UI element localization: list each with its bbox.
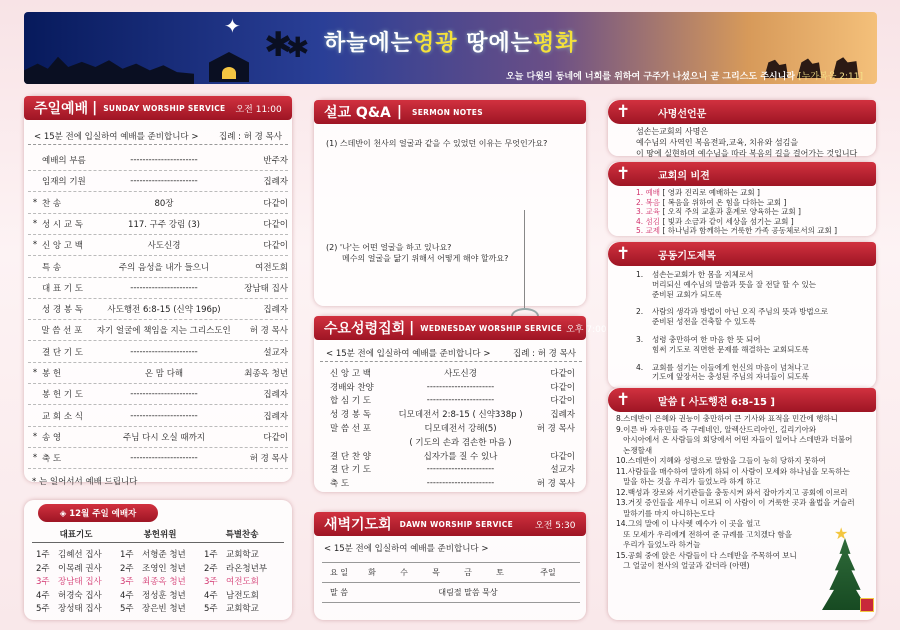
duty-cell: 여전도회 bbox=[226, 577, 259, 587]
prayer-item bbox=[636, 270, 828, 299]
prayer-line: 교회를 섬기는 이들에게 헌신의 마음이 넘쳐나고 bbox=[652, 362, 809, 372]
palm-tree-icon: ✱ bbox=[264, 25, 293, 65]
duty-divider bbox=[32, 542, 284, 543]
order-item: 성 경 봉 독 bbox=[330, 410, 371, 421]
scripture-line: 아시아에서 온 사람들의 회당에서 어떤 자들이 일어나 스데반과 더불어 bbox=[616, 435, 853, 444]
dawn-day: 목 bbox=[420, 563, 452, 583]
order-content: 사도신경 bbox=[147, 241, 181, 252]
wednesday-order-row bbox=[330, 476, 575, 490]
prayer-num: 4. bbox=[636, 362, 644, 372]
duty-cell: 1주 bbox=[120, 550, 134, 560]
order-content: ---------------------- bbox=[130, 155, 198, 165]
scripture-line: 8.스데반이 은혜와 권능이 충만하여 큰 기사와 표적을 민간에 행하니 bbox=[616, 414, 838, 423]
stand-marker: * bbox=[32, 431, 38, 442]
cross-icon: ✝ bbox=[616, 164, 631, 184]
order-content: ---------------------- bbox=[426, 478, 495, 489]
scripture-text bbox=[616, 414, 855, 572]
order-content: ( 기도의 손과 겸손한 마음 ) bbox=[409, 437, 512, 448]
vision-num: 5. 교제 bbox=[636, 226, 661, 235]
vision-item bbox=[636, 217, 837, 227]
order-item: 축 도 bbox=[330, 479, 350, 490]
stand-marker: * bbox=[32, 218, 38, 229]
ichthys-necklace-icon bbox=[524, 210, 525, 310]
duty-cell: 허경숙 집사 bbox=[58, 590, 102, 601]
order-item: 신 앙 고 백 bbox=[42, 241, 83, 252]
order-person: 허 경 목사 bbox=[249, 454, 288, 465]
scripture-line: 또 모세가 우리에게 전하여 준 규례를 고치겠다 함을 bbox=[616, 529, 792, 539]
duty-header-cell: 특별찬송 bbox=[225, 530, 259, 540]
duty-cell: 3주 bbox=[204, 577, 218, 587]
wednesday-note-bar: < 15분 전에 입실하여 예배를 준비합니다 > 집례 : 허 경 목사 bbox=[320, 347, 582, 362]
vision-num: 2. 복음 bbox=[636, 197, 661, 207]
order-person: 다같이 bbox=[550, 382, 575, 393]
mission-header: ✝ 사명선언문 bbox=[608, 100, 876, 124]
order-content: 디모데전서 2:8-15 ( 신약338p ) bbox=[398, 410, 523, 421]
gift-box-icon bbox=[860, 598, 874, 612]
prayer-num: 2. bbox=[636, 307, 644, 317]
vision-text: [ 하나님과 함께하는 거룩한 가족 공동체로서의 교회 ] bbox=[662, 226, 838, 235]
order-person: 여전도회 bbox=[255, 262, 288, 273]
order-content: ---------------------- bbox=[426, 464, 495, 475]
palm-tree-icon: ✱ bbox=[286, 31, 310, 64]
order-content: ---------------------- bbox=[426, 381, 495, 392]
wednesday-order-row bbox=[330, 380, 575, 394]
prayer-line: 기도에 앞장서는 충성된 주님의 자녀들이 되도록 bbox=[652, 372, 809, 382]
order-item: 결 단 기 도 bbox=[42, 347, 83, 358]
order-item: 성 시 교 독 bbox=[42, 219, 83, 230]
vision-header: ✝ 교회의 비젼 bbox=[608, 162, 876, 186]
duty-cell: 장은빈 청년 bbox=[142, 604, 186, 614]
vision-text: [ 영과 진리로 예배하는 교회 ] bbox=[662, 188, 760, 197]
order-item: 합 심 기 도 bbox=[330, 396, 371, 407]
order-item: 말 씀 선 포 bbox=[330, 423, 371, 434]
duty-cell: 2주 bbox=[36, 563, 50, 574]
prayer-header: ✝ 공동기도제목 bbox=[608, 242, 876, 266]
duty-cell: 남전도회 bbox=[226, 590, 259, 601]
order-item: 성 경 봉 독 bbox=[42, 305, 83, 316]
sunday-order-row bbox=[28, 427, 288, 448]
dawn-days-row bbox=[322, 563, 580, 583]
prayer-line: 준비된 교회가 되도록 bbox=[652, 289, 722, 299]
order-content: ---------------------- bbox=[130, 346, 198, 357]
dawn-day: 화 bbox=[356, 563, 388, 583]
scripture-line: 13.거짓 증인들을 세우니 이르되 이 사람이 이 거룩한 곳과 율법을 거슬러 bbox=[616, 498, 855, 507]
vision-text: [ 복음을 위하여 온 힘을 다하는 교회 ] bbox=[662, 197, 787, 207]
prayer-line: 머리되신 예수님의 말씀과 뜻을 잘 전달 할 수 있는 bbox=[652, 279, 816, 289]
order-content: 117. 구주 강림 (3) bbox=[128, 219, 200, 230]
vision-num: 1. 예배 bbox=[636, 188, 661, 197]
order-content: ---------------------- bbox=[130, 176, 198, 187]
prayer-num: 1. bbox=[636, 270, 644, 279]
sunday-worship-header: 주일예배 | SUNDAY WORSHIP SERVICE 오전 11:00 bbox=[24, 96, 292, 120]
order-person: 집례자 bbox=[263, 177, 288, 188]
duty-cell: 정성훈 청년 bbox=[142, 590, 186, 601]
duty-cell: 이목례 권사 bbox=[58, 563, 102, 574]
scripture-line: 말을 하는 것을 우리가 들었노라 하게 하고 bbox=[616, 477, 761, 486]
stand-marker: * bbox=[32, 453, 38, 464]
dawn-day: 토 bbox=[484, 563, 516, 583]
mission-line: 예수님의 사역인 복음전파,교육, 치유와 섬김을 bbox=[636, 138, 799, 147]
order-item: 말 씀 선 포 bbox=[41, 326, 83, 337]
dawn-word-row bbox=[322, 583, 580, 603]
order-person: 다같이 bbox=[550, 396, 575, 407]
manger-light-icon bbox=[222, 67, 236, 79]
order-content: ---------------------- bbox=[130, 389, 198, 400]
duty-cell: 최종옥 청년 bbox=[142, 577, 186, 587]
order-item: 결 단 찬 양 bbox=[330, 451, 371, 462]
vision-num: 4. 섬김 bbox=[636, 216, 661, 226]
mission-line: 이 땅에 실현하며 예수님을 따라 복음의 길을 걸어가는 것입니다 bbox=[636, 149, 858, 158]
order-content: ---------------------- bbox=[130, 453, 198, 464]
cross-icon: ✝ bbox=[616, 244, 631, 264]
order-person: 집례자 bbox=[550, 410, 575, 421]
stand-marker: * bbox=[32, 197, 38, 208]
order-content: 디모데전서 강해(5) bbox=[424, 423, 497, 434]
vision-item bbox=[636, 198, 837, 208]
wednesday-order-row bbox=[330, 394, 575, 408]
order-person: 설교자 bbox=[550, 465, 575, 476]
order-person: 집례자 bbox=[263, 305, 288, 316]
prayer-line: 준비된 성전을 건축할 수 있도록 bbox=[652, 317, 756, 327]
scripture-line: 14.그의 말에 이 나사렛 예수가 이 곳을 헐고 bbox=[616, 519, 761, 528]
wednesday-order-row bbox=[330, 407, 575, 421]
duty-header: ◈ 12월 주일 예배자 bbox=[38, 504, 158, 522]
wednesday-order-row bbox=[330, 421, 575, 435]
duty-cell: 1주 bbox=[36, 550, 50, 560]
duty-cell: 김혜선 집사 bbox=[58, 550, 102, 560]
order-item: 특 송 bbox=[42, 262, 62, 273]
wednesday-header: 수요성령집회 | WEDNESDAY WORSHIP SERVICE 오후 7:00 bbox=[314, 316, 586, 340]
order-content: 자기 얼굴에 책임을 지는 그리스도인 bbox=[96, 326, 231, 337]
dawn-note: < 15분 전에 입실하여 예배를 준비합니다 > bbox=[324, 544, 489, 554]
vision-item bbox=[636, 188, 837, 198]
prayer-item bbox=[636, 335, 828, 355]
order-item: 찬 송 bbox=[42, 198, 62, 209]
order-item: 임재의 기원 bbox=[42, 177, 86, 188]
vision-item bbox=[636, 226, 837, 236]
dawn-word: 대림절 말씀 묵상 bbox=[356, 583, 580, 603]
order-person: 다같이 bbox=[550, 451, 575, 462]
dawn-word-label: 말 씀 bbox=[322, 583, 356, 603]
order-item: 송 영 bbox=[42, 432, 62, 443]
duty-cell: 라온청년부 bbox=[226, 563, 268, 574]
duty-cell: 3주 bbox=[120, 577, 134, 587]
wednesday-order-row bbox=[330, 449, 575, 463]
duty-cell: 3주 bbox=[36, 577, 50, 587]
order-content: 사도행전 6:8-15 (신약 196p) bbox=[107, 305, 221, 316]
order-person: 설교자 bbox=[263, 347, 288, 358]
prayer-line: 사람의 생각과 방법이 아닌 오직 주님의 뜻과 방법으로 bbox=[652, 307, 829, 317]
prayer-line: 힘써 기도로 직면한 문제를 해결하는 교회되도록 bbox=[652, 344, 809, 354]
cross-icon: ✝ bbox=[616, 102, 631, 122]
scripture-line: 10.스데반이 지혜와 성령으로 말함을 그들이 능히 당하지 못하여 bbox=[616, 456, 826, 465]
dawn-schedule-table bbox=[322, 562, 580, 603]
sunday-order-row bbox=[28, 278, 288, 299]
scripture-line: 9.이른 바 자유민들 즉 구레네인, 알렉산드리아인, 길리기아와 bbox=[616, 424, 817, 434]
vision-text: [ 오직 주의 교훈과 훈계로 양육하는 교회 ] bbox=[662, 207, 801, 216]
sunday-order-row bbox=[28, 257, 288, 278]
order-item: 신 앙 고 백 bbox=[330, 368, 371, 379]
dawn-days-label: 요 일 bbox=[322, 563, 356, 583]
duty-cell: 교회학교 bbox=[226, 604, 259, 614]
sermon-panel bbox=[314, 100, 586, 306]
wednesday-order-row bbox=[330, 463, 575, 477]
bethlehem-silhouette-icon bbox=[24, 50, 194, 84]
sunday-order-row bbox=[28, 448, 288, 469]
duty-cell: 장남태 집사 bbox=[58, 577, 102, 587]
vision-text: [ 빛과 소금과 같이 세상을 섬기는 교회 ] bbox=[662, 216, 794, 226]
sunday-order-row bbox=[28, 384, 288, 405]
order-person: 집례자 bbox=[263, 390, 288, 401]
banner-title: 하늘에는영광 땅에는평화 bbox=[324, 30, 578, 56]
order-content: 80장 bbox=[154, 198, 174, 209]
sunday-note-bar: < 15분 전에 입실하여 예배를 준비합니다 > 집례 : 허 경 목사 bbox=[28, 130, 288, 145]
sermon-header: 설교 Q&A | SERMON NOTES bbox=[314, 100, 586, 124]
order-person: 최종옥 청년 bbox=[244, 369, 288, 379]
prayer-line: 성령 충만하여 한 마음 한 뜻 되어 bbox=[652, 334, 761, 344]
order-person: 다같이 bbox=[263, 432, 288, 443]
order-person: 허 경 목사 bbox=[536, 479, 575, 490]
prayer-item bbox=[636, 363, 828, 383]
sunday-order-row bbox=[28, 150, 288, 171]
order-person: 반주자 bbox=[263, 156, 288, 166]
scripture-line: 우리가 들었노라 하거늘 bbox=[616, 540, 701, 549]
order-person: 장남태 집사 bbox=[244, 283, 288, 294]
cross-icon: ✝ bbox=[616, 390, 631, 410]
order-content: ---------------------- bbox=[130, 410, 198, 421]
sermon-question-1: (1) 스데반이 천사의 얼굴과 같을 수 있었던 이유는 무엇인가요? bbox=[326, 139, 548, 148]
mission-line: 섬손는교회의 사명은 bbox=[636, 127, 709, 136]
order-item: 축 도 bbox=[42, 454, 62, 465]
wednesday-order-row bbox=[330, 366, 575, 380]
order-person: 허 경 목사 bbox=[249, 326, 288, 337]
header-banner bbox=[24, 12, 877, 84]
duty-table bbox=[32, 528, 284, 618]
order-content: 십자가를 질 수 있나 bbox=[423, 451, 498, 462]
stand-marker: * bbox=[32, 368, 38, 378]
dawn-day: 주일 bbox=[516, 563, 580, 583]
sunday-order-row bbox=[28, 214, 288, 235]
duty-cell: 4주 bbox=[36, 590, 50, 601]
duty-cell: 2주 bbox=[120, 563, 134, 574]
duty-cell: 서형준 청년 bbox=[142, 550, 186, 560]
duty-cell: 1주 bbox=[204, 550, 218, 560]
duty-cell: 장성태 집사 bbox=[58, 604, 102, 614]
scripture-line: 논쟁할새 bbox=[616, 445, 653, 455]
star-icon: ✦ bbox=[224, 14, 241, 38]
sunday-order-row bbox=[28, 406, 288, 427]
vision-num: 3. 교육 bbox=[636, 207, 661, 216]
scripture-line: 15.공회 중에 앉은 사람들이 다 스데반을 주목하여 보니 bbox=[616, 550, 797, 560]
sunday-order-row bbox=[28, 363, 288, 384]
sunday-order-row bbox=[28, 193, 288, 214]
order-item: 교 회 소 식 bbox=[42, 411, 83, 422]
dawn-header: 새벽기도회 DAWN WORSHIP SERVICE 오전 5:30 bbox=[314, 512, 586, 536]
duty-cell: 4주 bbox=[204, 590, 218, 601]
tree-star-icon: ★ bbox=[834, 524, 849, 543]
order-content: 주님 다시 오실 때까지 bbox=[122, 432, 205, 443]
order-person: 다같이 bbox=[550, 368, 575, 379]
duty-cell: 5주 bbox=[120, 604, 134, 614]
sunday-order-row bbox=[28, 171, 288, 192]
order-item: 봉 헌 bbox=[42, 369, 62, 379]
scripture-line: 12.백성과 장로와 서기관들을 충동시켜 와서 잡아가지고 공회에 이르러 bbox=[616, 487, 848, 497]
order-person: 다같이 bbox=[263, 241, 288, 252]
scripture-line: 말하기를 마지 아니하는도다 bbox=[616, 508, 715, 518]
duty-cell: 조영인 청년 bbox=[142, 563, 186, 574]
dawn-day: 수 bbox=[388, 563, 420, 583]
sunday-order-row bbox=[28, 320, 288, 341]
sunday-order-row bbox=[28, 342, 288, 363]
order-item: 예배의 부름 bbox=[42, 156, 86, 166]
scripture-line: 11.사람들을 매수하여 말하게 하되 이 사람이 모세와 하나님을 모독하는 bbox=[616, 466, 850, 476]
prayer-list bbox=[636, 270, 828, 390]
order-person: 다같이 bbox=[263, 198, 288, 209]
wednesday-order-row bbox=[330, 435, 575, 449]
vision-list bbox=[636, 188, 837, 236]
order-content: 사도신경 bbox=[444, 368, 477, 379]
duty-cell: 5주 bbox=[36, 604, 50, 614]
duty-cell: 2주 bbox=[204, 563, 218, 574]
order-item: 대 표 기 도 bbox=[42, 283, 83, 294]
order-content: ---------------------- bbox=[426, 395, 495, 406]
prayer-line: 섬손는교회가 한 몸을 지체로서 bbox=[652, 270, 754, 279]
sunday-order-row bbox=[28, 235, 288, 256]
sunday-order-row bbox=[28, 299, 288, 320]
order-item: 경배와 찬양 bbox=[330, 382, 374, 393]
prayer-item bbox=[636, 307, 828, 327]
duty-header-cell: 봉헌위원 bbox=[143, 530, 177, 540]
stand-marker: * bbox=[32, 240, 38, 251]
scripture-line: 그 얼굴이 천사의 얼굴과 같더라 (아멘) bbox=[616, 561, 750, 570]
order-person: 허 경 목사 bbox=[536, 423, 575, 434]
sermon-question-2: (2) '나'는 어떤 얼굴을 하고 있나요? 메수의 얼굴을 닮기 위해서 어떻게 해야 할까요? bbox=[326, 243, 509, 263]
order-person: 다같이 bbox=[263, 219, 288, 230]
scripture-header: ✝ 말씀 [ 사도행전 6:8-15 ] bbox=[608, 388, 876, 412]
order-content: 주의 음성을 내가 들으니 bbox=[118, 262, 210, 273]
mission-text bbox=[636, 126, 857, 159]
banner-verse: 오늘 다윗의 동네에 너희를 위하여 구주가 나셨으니 곧 그리스도 주시니라 [누가복음 2:11] bbox=[505, 72, 863, 82]
order-item: 결 단 기 도 bbox=[330, 465, 371, 476]
duty-cell: 5주 bbox=[204, 604, 218, 614]
order-content: 온 맘 다해 bbox=[144, 369, 184, 379]
vision-item bbox=[636, 207, 837, 217]
order-person: 집례자 bbox=[263, 411, 288, 422]
prayer-num: 3. bbox=[636, 334, 644, 344]
order-content: ---------------------- bbox=[130, 282, 198, 293]
duty-header-cell: 대표기도 bbox=[59, 530, 93, 540]
sunday-footnote: * 는 일어서서 예배 드립니다 bbox=[32, 477, 138, 487]
duty-cell: 4주 bbox=[120, 590, 134, 601]
duty-cell: 교회학교 bbox=[226, 550, 259, 560]
dawn-day: 금 bbox=[452, 563, 484, 583]
order-item: 봉 헌 기 도 bbox=[42, 390, 83, 401]
